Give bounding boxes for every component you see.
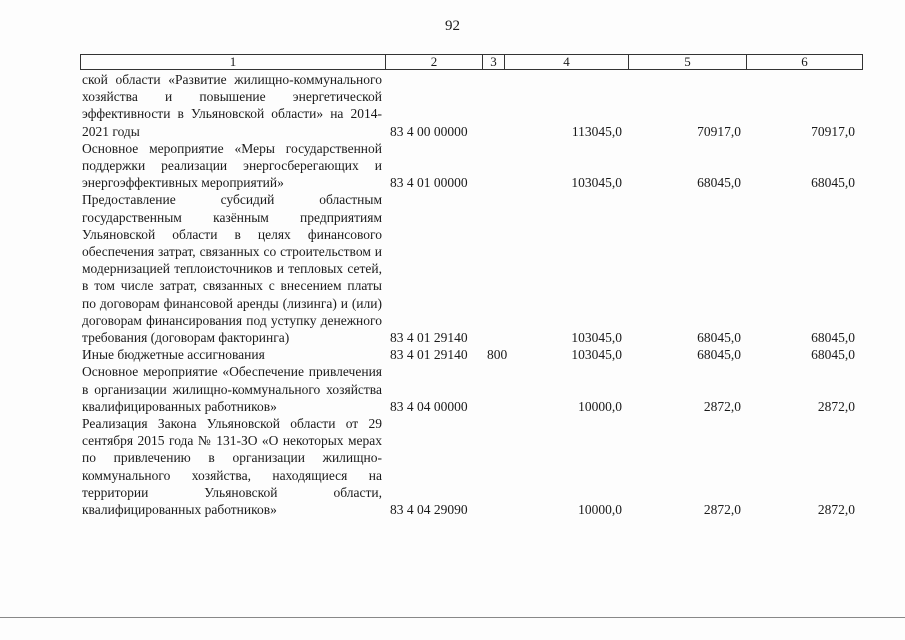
row-value-col5: 70917,0 bbox=[697, 123, 741, 139]
table-row bbox=[80, 191, 863, 346]
row-value-col4: 103045,0 bbox=[571, 175, 622, 191]
table-row bbox=[80, 140, 863, 192]
row-value-col5: 2872,0 bbox=[703, 502, 741, 518]
budget-table bbox=[80, 54, 863, 574]
row-value-col5: 2872,0 bbox=[703, 398, 741, 414]
row-description: Основное мероприятие «Меры государственной поддержки реализации энергосберегающих и энергоэффективных мероприятий» bbox=[82, 140, 382, 191]
table-header-row bbox=[80, 54, 863, 70]
row-description: Реализация Закона Ульяновской области от 29 сентября 2015 года № 131-ЗО «О некоторых мерах по привлечению в организации жилищно-коммунального хозяйства, находящиеся на территории Ульяновской области, квалифицированных работников» bbox=[82, 416, 382, 518]
column-header-4: 4 bbox=[505, 55, 629, 69]
table-body bbox=[80, 71, 863, 518]
row-code: 83 4 00 00000 bbox=[390, 123, 468, 139]
table-row bbox=[80, 363, 863, 415]
page-footer-rule bbox=[0, 617, 905, 618]
row-value-col6: 2872,0 bbox=[817, 502, 855, 518]
row-value-col5: 68045,0 bbox=[697, 347, 741, 363]
row-code: 83 4 01 29140 bbox=[390, 330, 468, 346]
column-header-6: 6 bbox=[801, 54, 808, 69]
column-header-3: 3 bbox=[483, 55, 505, 69]
row-value-col6: 68045,0 bbox=[811, 330, 855, 346]
table-row bbox=[80, 71, 863, 140]
row-description: ской области «Развитие жилищно-коммунального хозяйства и повышение энергетической эффективности в Ульяновской области» на 2014-2021 годы bbox=[82, 72, 382, 139]
row-value-col6: 70917,0 bbox=[811, 123, 855, 139]
row-value-col6: 68045,0 bbox=[811, 175, 855, 191]
row-description: Иные бюджетные ассигнования bbox=[82, 347, 265, 363]
row-value-col4: 103045,0 bbox=[571, 330, 622, 346]
row-code: 83 4 04 00000 bbox=[390, 398, 468, 414]
row-value-col4: 10000,0 bbox=[578, 502, 622, 518]
page-number: 92 bbox=[445, 18, 460, 34]
row-value-col5: 68045,0 bbox=[697, 175, 741, 191]
table-row bbox=[80, 415, 863, 518]
row-expense-type: 800 bbox=[487, 347, 508, 363]
row-description: Предоставление субсидий областным государственным казённым предприятиям Ульяновской области в целях финансового обеспечения затрат, связанных со строительством и модернизацией теплоисточников и тепловых сетей, в том числе затрат, связанных с внесением платы по договорам финансовой аренды (лизинга) и (или) договорам финансирования под уступку денежного требования (договорам факторинга) bbox=[82, 192, 382, 346]
row-value-col4: 103045,0 bbox=[571, 347, 622, 363]
column-header-2: 2 bbox=[386, 55, 483, 69]
row-code: 83 4 01 29140 bbox=[390, 347, 468, 363]
table-row bbox=[80, 346, 863, 363]
row-description: Основное мероприятие «Обеспечение привлечения в организации жилищно-коммунального хозяйства квалифицированных работников» bbox=[82, 364, 382, 414]
row-value-col6: 68045,0 bbox=[811, 347, 855, 363]
row-code: 83 4 04 29090 bbox=[390, 502, 468, 518]
row-code: 83 4 01 00000 bbox=[390, 175, 468, 191]
row-value-col6: 2872,0 bbox=[817, 398, 855, 414]
row-value-col5: 68045,0 bbox=[697, 330, 741, 346]
column-header-1: 1 bbox=[81, 55, 386, 69]
column-header-5: 5 bbox=[629, 55, 747, 69]
row-value-col4: 113045,0 bbox=[571, 123, 622, 139]
row-value-col4: 10000,0 bbox=[578, 398, 622, 414]
